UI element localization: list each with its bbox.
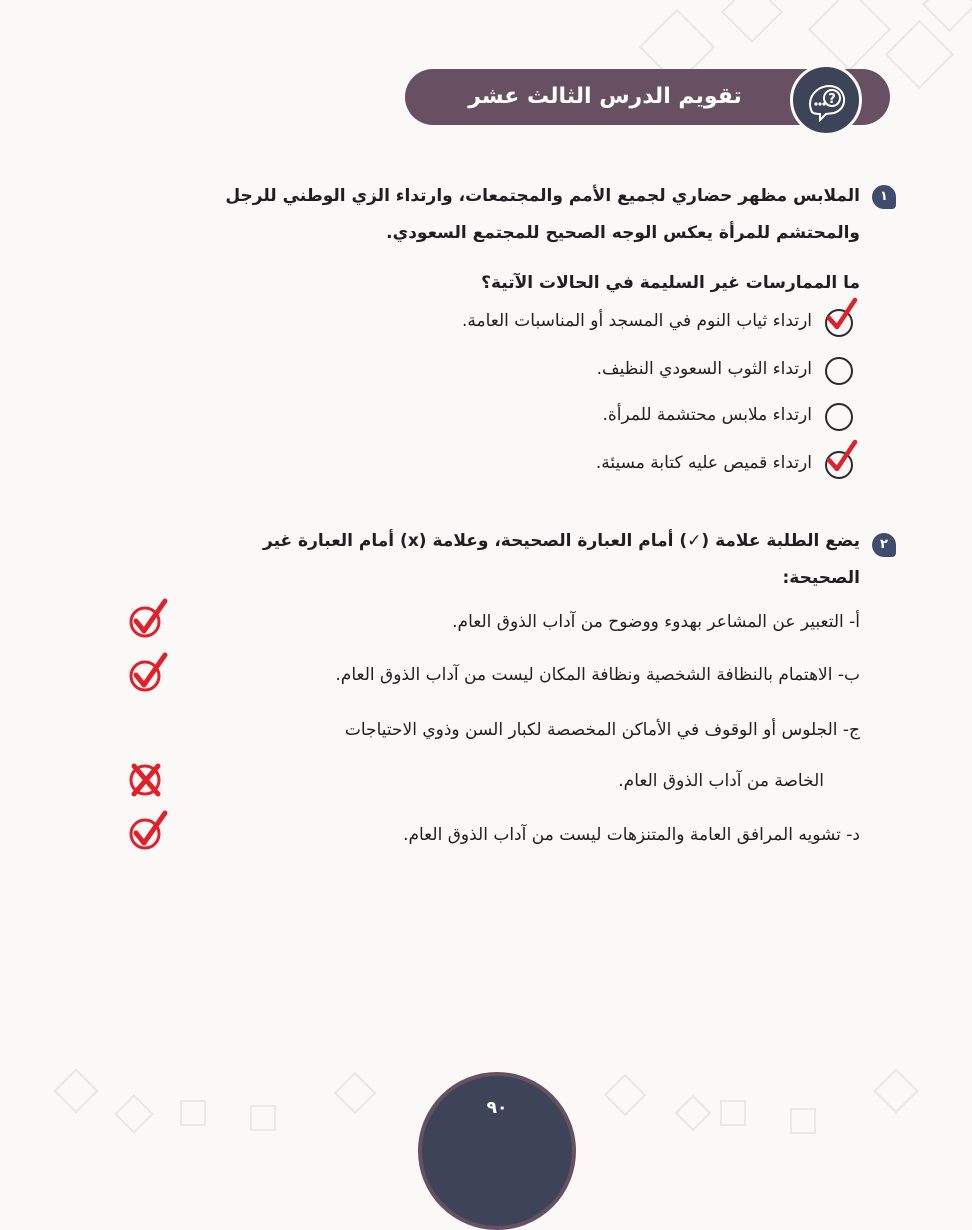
question-2-instructions-line: الصحيحة: xyxy=(782,568,860,588)
decor-diamond xyxy=(885,20,954,89)
question-1-number: ١ xyxy=(872,185,896,209)
question-1-statement xyxy=(120,178,860,252)
question-bubble-icon xyxy=(790,64,862,136)
option-3-radio[interactable] xyxy=(825,403,853,431)
decor-square xyxy=(180,1100,206,1126)
decor-diamond xyxy=(675,1095,712,1132)
check-mark-icon xyxy=(128,598,168,640)
question-1-statement-line: الملابس مظهر حضاري لجميع الأمم والمجتمعات، وارتداء الزي الوطني للرجل xyxy=(225,186,860,206)
decor-diamond xyxy=(922,0,972,32)
decor-diamond xyxy=(334,1072,376,1114)
check-mark-icon xyxy=(128,810,168,852)
decor-diamond xyxy=(604,1074,646,1116)
decor-square xyxy=(720,1100,746,1126)
decor-diamond xyxy=(873,1068,918,1113)
statement-c: ج- الجلوس أو الوقوف في الأماكن المخصصة لكبار السن وذوي الاحتياجات xyxy=(344,720,860,740)
page-number: ٩٠ xyxy=(486,1098,508,1118)
cross-mark-icon xyxy=(128,758,168,800)
question-1-statement-line: والمحتشم للمرأة يعكس الوجه الصحيح للمجتمع السعودي. xyxy=(386,223,860,243)
question-2-instructions xyxy=(120,523,860,597)
statement-b: ب- الاهتمام بالنظافة الشخصية ونظافة المكان ليست من آداب الذوق العام. xyxy=(335,665,860,685)
check-mark-icon xyxy=(826,440,858,476)
option-3-label: ارتداء ملابس محتشمة للمرأة. xyxy=(602,405,812,425)
decor-square xyxy=(790,1108,816,1134)
question-2-instructions-line: يضع الطلبة علامة (✓) أمام العبارة الصحيحة، وعلامة (x) أمام العبارة غير xyxy=(263,531,860,551)
lesson-title: تقويم الدرس الثالث عشر xyxy=(468,84,742,109)
option-2-label: ارتداء الثوب السعودي النظيف. xyxy=(596,359,812,379)
option-2-radio[interactable] xyxy=(825,357,853,385)
decor-diamond xyxy=(808,0,891,71)
decor-diamond xyxy=(114,1094,154,1134)
statement-a: أ- التعبير عن المشاعر بهدوء ووضوح من آداب الذوق العام. xyxy=(452,612,860,632)
question-2-number: ٢ xyxy=(872,533,896,557)
statement-d: د- تشويه المرافق العامة والمتنزهات ليست من آداب الذوق العام. xyxy=(403,825,860,845)
option-4-label: ارتداء قميص عليه كتابة مسيئة. xyxy=(595,453,812,473)
page-number-tab xyxy=(418,1072,576,1230)
statement-c-continuation: الخاصة من آداب الذوق العام. xyxy=(618,771,824,791)
decor-diamond xyxy=(721,0,783,43)
decor-square xyxy=(250,1105,276,1131)
decor-diamond xyxy=(53,1068,98,1113)
check-mark-icon xyxy=(826,298,858,334)
check-mark-icon xyxy=(128,652,168,694)
question-1-prompt: ما الممارسات غير السليمة في الحالات الآتية؟ xyxy=(481,273,860,293)
option-1-label: ارتداء ثياب النوم في المسجد أو المناسبات العامة. xyxy=(461,311,812,331)
svg-text:?: ? xyxy=(828,92,836,107)
